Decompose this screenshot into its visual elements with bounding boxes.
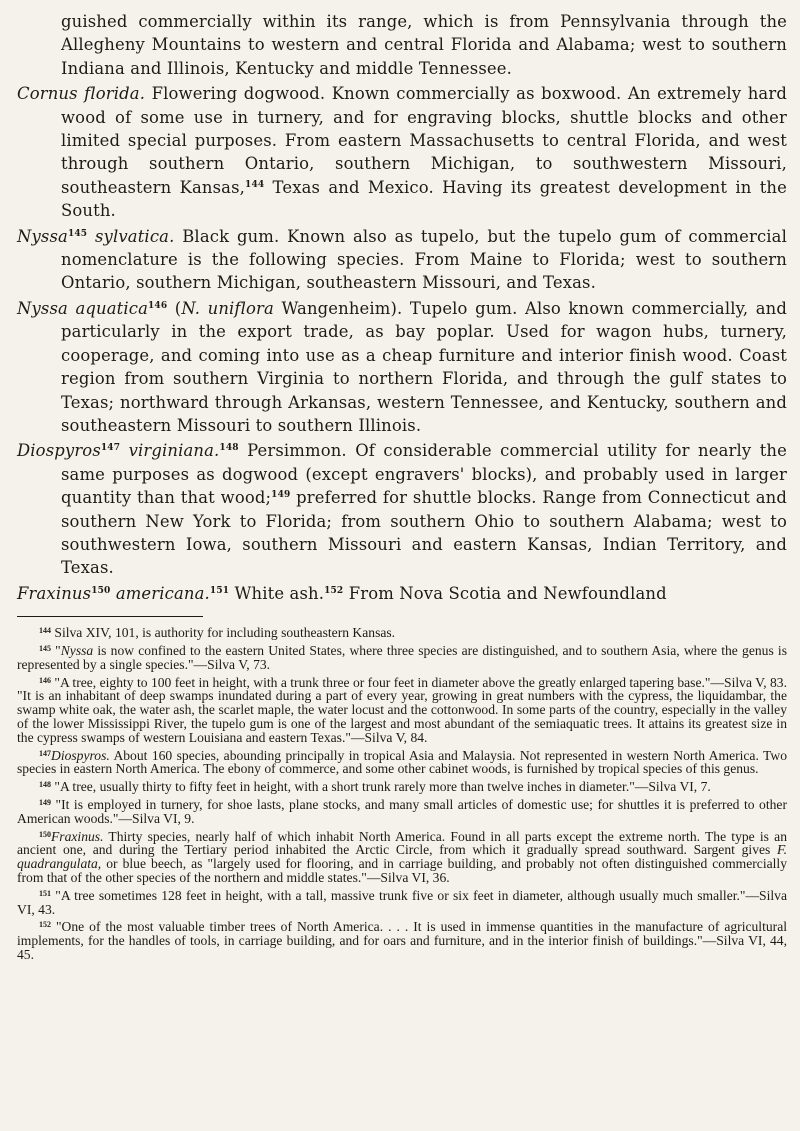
species-name: virginiana. bbox=[120, 441, 220, 461]
entry-fraxinus-americana bbox=[17, 582, 787, 605]
footnote-text: "One of the most valuable timber trees of North America. . . . It is used in immense quantities in the manufacture of agricultural implements, for the handles of tools, in carriage building, and for oars and furniture, and in the interior finish of buildings."—Silva VI, 44, 45. bbox=[17, 919, 787, 962]
species-name: Nyssa aquatica bbox=[17, 298, 149, 318]
footnote-146 bbox=[17, 676, 787, 745]
footnote-149 bbox=[17, 798, 787, 826]
entry-text: preferred for shuttle blocks. Range from Connecticut and southern New York to Florida; from southern Ohio to southern Alabama; west to southwestern Iowa, southern Missouri and eastern Kansas, Indian Territory, and Texas. bbox=[61, 488, 787, 578]
genus-name: Nyssa bbox=[17, 226, 68, 246]
footnote-ref[interactable]: 152 bbox=[324, 585, 344, 596]
footnote-number: 148 bbox=[39, 780, 51, 790]
species-name: sylvatica. bbox=[87, 226, 175, 246]
footnote-150 bbox=[17, 830, 787, 885]
entry-diospyros-virginiana bbox=[17, 439, 787, 579]
footnote-ref[interactable]: 150 bbox=[91, 585, 111, 596]
footnote-number: 151 bbox=[39, 888, 51, 898]
footnote-145 bbox=[17, 644, 787, 672]
footnote-ref[interactable]: 147 bbox=[100, 443, 121, 454]
footnote-ref[interactable]: 151 bbox=[209, 585, 230, 596]
footnote-ref[interactable]: 148 bbox=[219, 443, 239, 454]
footnote-text: "A tree sometimes 128 feet in height, with a tall, massive trunk five or six feet in diameter, although usually much smaller."—Silva VI, 43. bbox=[17, 887, 787, 917]
entry-continuation bbox=[17, 10, 787, 80]
entry-text: From Nova Scotia and Newfoundland bbox=[343, 583, 667, 603]
open-quote: " bbox=[51, 642, 61, 658]
footnote-text: "A tree, eighty to 100 feet in height, with a trunk three or four feet in diameter above the greatly enlarged tapering base."—Silva V, 83. "It is an inhabitant of deep swamps inundated during a part of every year, growing in great numbers with the cypress, the liquidambar, the swamp white oak, the water ash, the scarlet maple, the water locust and the cottonwood. In some parts of the country, especially in the valley of the lower Mississippi River, the tupelo gum is one of the largest and most abundant of the semiaquatic trees. It attains its greatest size in the cypress swamps of western Louisiana and eastern Texas."—Silva V, 84. bbox=[17, 674, 787, 745]
footnote-number: 146 bbox=[39, 675, 51, 685]
entry-text: Black gum. Known also as tupelo, but the tupelo gum of commercial nomenclature is the following species. From Maine to Florida; west to southern Ontario, southern Michigan, southeastern Missouri, and Texas. bbox=[61, 226, 787, 293]
species-name: F. quadrangulata, bbox=[17, 842, 787, 872]
synonym-name: N. uniflora bbox=[181, 298, 274, 318]
footnote-number: 147 bbox=[39, 748, 51, 758]
footnote-152 bbox=[17, 920, 787, 961]
footnote-ref[interactable]: 146 bbox=[148, 300, 168, 311]
footnote-ref[interactable]: 144 bbox=[245, 179, 265, 190]
entry-nyssa-sylvatica bbox=[17, 225, 787, 295]
footnote-151 bbox=[17, 889, 787, 917]
species-name: Cornus florida. bbox=[17, 84, 146, 104]
footnote-number: 145 bbox=[39, 643, 51, 653]
footnote-147 bbox=[17, 749, 787, 777]
footnote-text: or blue beech, as "largely used for flooring, and in carriage building, and probably not often distinguished commercially from that of the other species of the northern and middle states."—Silva VI, 36. bbox=[17, 856, 787, 885]
footnote-number: 152 bbox=[39, 920, 51, 930]
footnote-divider bbox=[17, 616, 203, 617]
footnote-number: 149 bbox=[39, 797, 51, 807]
footnote-text: is now confined to the eastern United States, where three species are distinguished, and to southern Asia, where the genus is represented by a single species."—Silva V, 73. bbox=[17, 642, 787, 672]
footnotes bbox=[17, 626, 787, 962]
footnote-text: "A tree, usually thirty to fifty feet in height, with a short trunk rarely more than twelve inches in diameter."—Silva VI, 7. bbox=[51, 779, 711, 795]
genus-name: Fraxinus bbox=[17, 583, 92, 603]
entry-text: Wangenheim). Tupelo gum. Also known commercially, and particularly in the export trade, as bay poplar. Used for wagon hubs, turnery, cooperage, and coming into use as a cheap furniture and interior finish wood. Coast region from southern Virginia to northern Florida, and through the gulf states to Texas; northward through Arkansas, western Tennessee, and Kentucky, southern and southeastern Missouri to southern Illinois. bbox=[61, 298, 787, 435]
footnote-text: "It is employed in turnery, for shoe lasts, plane stocks, and many small articles of domestic use; for shuttles it is preferred to other American woods."—Silva VI, 9. bbox=[17, 796, 787, 826]
paren-open: ( bbox=[167, 298, 182, 318]
species-name: americana. bbox=[110, 583, 210, 603]
entry-text: Persimmon. Of considerable commercial utility for nearly the same purposes as dogwood (except engravers' blocks), and probably used in larger quantity than that wood; bbox=[61, 441, 787, 508]
footnote-148 bbox=[17, 780, 787, 794]
entry-text: White ash. bbox=[229, 583, 325, 603]
entry-text: guished commercially within its range, which is from Pennsylvania through the Allegheny Mountains to western and central Florida and Alabama; west to southern Indiana and Illinois, Kentucky and middle Tennessee. bbox=[61, 12, 787, 78]
footnote-number: 144 bbox=[39, 626, 51, 636]
genus-name: Nyssa bbox=[60, 642, 94, 658]
main-text bbox=[17, 10, 787, 605]
footnote-144 bbox=[17, 626, 787, 640]
document-page bbox=[17, 10, 787, 966]
footnote-ref[interactable]: 145 bbox=[67, 228, 88, 239]
footnote-text: About 160 species, abounding principally in tropical Asia and Malaysia. Not represented in western North America. Two species in eastern North America. The ebony of commerce, and some other cabinet woods, is furnished by tropical species of this genus. bbox=[17, 747, 787, 777]
footnote-text: Thirty species, nearly half of which inhabit North America. Found in all parts except the extreme north. The type is an ancient one, and during the Tertiary period inhabited the Arctic Circle, from which it gradually spread southward. Sargent gives bbox=[17, 828, 787, 858]
genus-name: Diospyros bbox=[17, 441, 101, 461]
entry-cornus-florida bbox=[17, 82, 787, 222]
footnote-text: Silva XIV, 101, is authority for including southeastern Kansas. bbox=[51, 625, 396, 641]
genus-name: Fraxinus. bbox=[51, 828, 104, 844]
genus-name: Diospyros. bbox=[51, 747, 110, 763]
entry-text: Texas and Mexico. Having its greatest development in the South. bbox=[61, 177, 787, 221]
entry-nyssa-aquatica bbox=[17, 297, 787, 437]
footnote-number: 150 bbox=[39, 829, 51, 839]
entry-text: Flowering dogwood. Known commercially as boxwood. An extremely hard wood of some use in turnery, and for engraving blocks, shuttle blocks and other limited special purposes. From eastern Massachusetts to central Florida, and west through southern Ontario, southern Michigan, to southwestern Missouri, southeastern Kansas, bbox=[61, 84, 787, 197]
footnote-ref[interactable]: 149 bbox=[271, 490, 291, 501]
